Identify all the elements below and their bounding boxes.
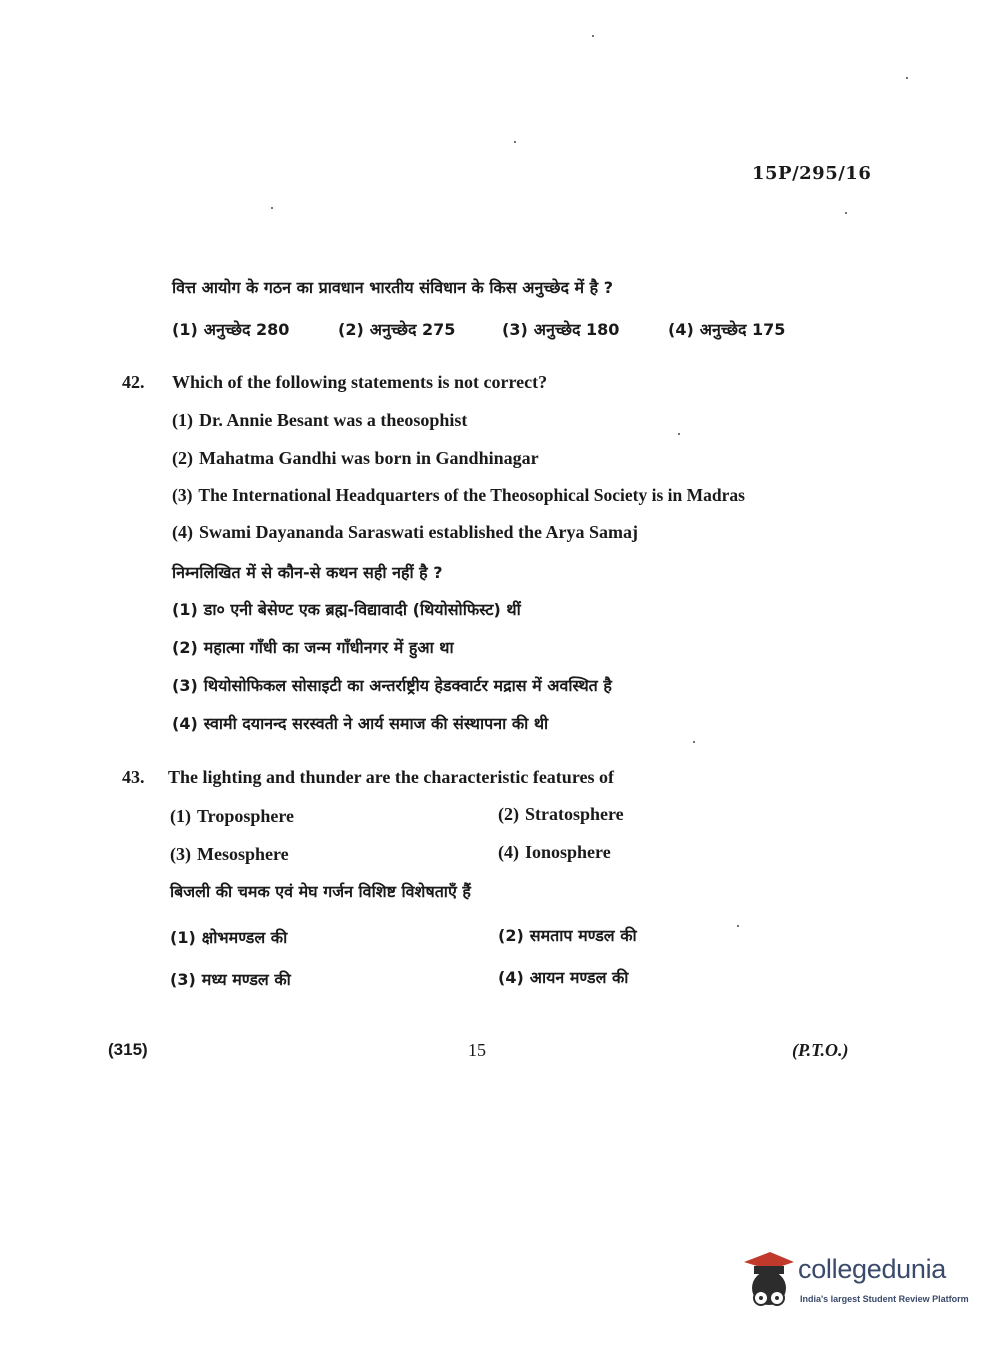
option-number: (1) <box>172 600 198 619</box>
option-text: डा० एनी बेसेण्ट एक ब्रह्म-विद्यावादी (थियोसोफिस्ट) थीं <box>203 600 521 619</box>
option-text: Dr. Annie Besant was a theosophist <box>199 410 468 430</box>
q43-en-option-1 <box>170 806 294 827</box>
q43-en-option-2 <box>498 804 624 825</box>
pto-label: (P.T.O.) <box>792 1040 849 1060</box>
q41-option-4 <box>668 318 785 340</box>
option-number: (3) <box>172 485 193 505</box>
watermark-tagline: India's largest Student Review Platform <box>800 1294 969 1304</box>
q43-en-option-4 <box>498 842 611 863</box>
q42-hi-option-1 <box>172 598 521 620</box>
q43-english-text: The lighting and thunder are the characteristic features of <box>168 767 614 787</box>
option-text: क्षोभमण्डल की <box>201 928 288 947</box>
option-text: समताप मण्डल की <box>529 926 637 945</box>
collegedunia-watermark <box>740 1248 970 1318</box>
option-text: अनुच्छेद 175 <box>699 320 786 339</box>
option-number: (3) <box>170 844 191 864</box>
option-text: Swami Dayananda Saraswati established the Arya Samaj <box>199 522 639 542</box>
option-number: (2) <box>172 638 198 657</box>
option-text: Ionosphere <box>525 842 611 862</box>
q42-en-option-3 <box>172 485 745 506</box>
q41-option-1 <box>172 318 289 340</box>
option-number: (3) <box>170 970 196 989</box>
q42-hi-option-4 <box>172 712 548 734</box>
option-text: अनुच्छेद 275 <box>369 320 456 339</box>
option-number: (3) <box>502 320 528 339</box>
q42-en-option-2 <box>172 448 539 469</box>
scan-speck <box>678 433 680 435</box>
q42-hi-option-3 <box>172 674 612 696</box>
option-number: (4) <box>668 320 694 339</box>
scan-speck <box>271 207 273 209</box>
option-number: (2) <box>498 804 519 824</box>
q41-hindi-text: वित्त आयोग के गठन का प्रावधान भारतीय संविधान के किस अनुच्छेद में है ? <box>172 278 613 297</box>
option-text: अनुच्छेद 280 <box>203 320 290 339</box>
paper-code: 15P/295/16 <box>752 163 872 184</box>
scan-speck <box>514 141 516 143</box>
option-number: (4) <box>498 842 519 862</box>
q41-option-3 <box>502 318 619 340</box>
option-text: थियोसोफिकल सोसाइटी का अन्तर्राष्ट्रीय हेडक्वार्टर मद्रास में अवस्थित है <box>203 676 612 695</box>
q43-hi-option-2 <box>498 924 637 946</box>
option-text: आयन मण्डल की <box>529 968 629 987</box>
option-number: (4) <box>172 522 193 542</box>
q43-hi-option-1 <box>170 926 287 948</box>
q43-hi-option-3 <box>170 968 291 990</box>
scan-speck <box>693 741 695 743</box>
q43-hi-option-4 <box>498 966 628 988</box>
q42-hi-option-2 <box>172 636 454 658</box>
option-number: (2) <box>338 320 364 339</box>
q42-english-text: Which of the following statements is not correct? <box>172 372 548 392</box>
option-number: (1) <box>170 928 196 947</box>
q41-option-2 <box>338 318 455 340</box>
q43-number: 43. <box>122 767 145 787</box>
page-number: 15 <box>468 1040 486 1060</box>
option-text: मध्य मण्डल की <box>201 970 291 989</box>
scan-speck <box>906 77 908 79</box>
option-text: स्वामी दयानन्द सरस्वती ने आर्य समाज की संस्थापना की थी <box>203 714 549 733</box>
option-text: Stratosphere <box>525 804 624 824</box>
q42-hindi-text: निम्नलिखित में से कौन-से कथन सही नहीं है ? <box>172 563 443 582</box>
q43-hindi-text: बिजली की चमक एवं मेघ गर्जन विशिष्ट विशेषताएँ हैं <box>170 882 471 901</box>
scan-speck <box>845 212 847 214</box>
option-number: (4) <box>498 968 524 987</box>
option-number: (1) <box>170 806 191 826</box>
option-number: (1) <box>172 320 198 339</box>
footer-code: (315) <box>108 1040 148 1059</box>
watermark-brand: collegedunia <box>798 1254 947 1284</box>
mascot-logo-icon <box>740 1248 796 1312</box>
option-number: (3) <box>172 676 198 695</box>
option-text: महात्मा गाँधी का जन्म गाँधीनगर में हुआ था <box>203 638 454 657</box>
scan-speck <box>737 925 739 927</box>
option-number: (1) <box>172 410 193 430</box>
q42-number: 42. <box>122 372 145 392</box>
option-text: Mesosphere <box>197 844 289 864</box>
scan-speck <box>592 35 594 37</box>
option-text: Mahatma Gandhi was born in Gandhinagar <box>199 448 539 468</box>
option-number: (2) <box>172 448 193 468</box>
option-text: अनुच्छेद 180 <box>533 320 620 339</box>
q43-en-option-3 <box>170 844 289 865</box>
q42-en-option-4 <box>172 522 638 543</box>
option-number: (4) <box>172 714 198 733</box>
option-number: (2) <box>498 926 524 945</box>
option-text: Troposphere <box>197 806 295 826</box>
option-text: The International Headquarters of the Theosophical Society is in Madras <box>198 485 745 505</box>
q42-en-option-1 <box>172 410 467 431</box>
